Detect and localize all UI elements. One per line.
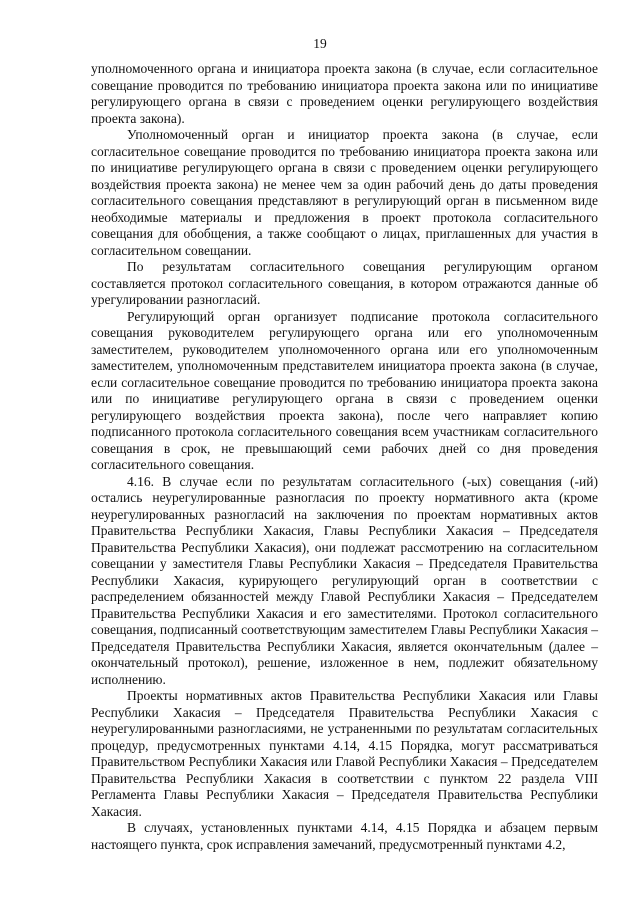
paragraph-continuation: уполномоченного органа и инициатора проекта закона (в случае, если согласительное совещание проводится по требованию инициатора проекта закона или по инициативе регулирующего органа в связи с проведением оценки регулирующего воздействия проекта закона). bbox=[91, 61, 598, 126]
paragraph-protocol-drafting: По результатам согласительного совещания регулирующим органом составляется протокол согласительного совещания, в котором отражаются данные об урегулировании разногласий. bbox=[91, 259, 598, 307]
paragraph-clause-4-16: 4.16. В случае если по результатам согласительного (-ых) совещания (-ий) остались неурегулированные разногласия по проекту нормативного акта (кроме неурегулированных разногласий на заключения по проектам нормативных актов Правительства Республики Хакасия, Главы Республики Хакасия – Председателя Правительства Республики Хакасия), они подлежат рассмотрению на согласительном совещании у заместителя Главы Республики Хакасия – Председателя Правительства Республики Хакасия, курирующего регулирующий орган в соответствии с распределением обязанностей между Главой Республики Хакасия – Председателем Правительства Республики Хакасия и его заместителями. Протокол согласительного совещания, подписанный соответствующим заместителем Главы Республики Хакасия – Председателя Правительства Республики Хакасия, является окончательным (далее – окончательный протокол), решение, изложенное в нем, подлежит обязательному исполнению. bbox=[91, 473, 598, 687]
document-body bbox=[91, 61, 598, 853]
paragraph-protocol-signing: Регулирующий орган организует подписание протокола согласительного совещания руководителем регулирующего органа или его уполномоченным заместителем, руководителем уполномоченного органа или его уполномоченным заместителем, уполномоченным представителем инициатора проекта закона (в случае, если согласительное совещание проводится по требованию инициатора проекта закона или по инициативе регулирующего органа в связи с проведением оценки регулирующего воздействия проекта закона), после чего направляет копию подписанного протокола согласительного совещания всем участникам согласительного совещания в срок, не превышающий семи рабочих дней со дня проведения согласительного совещания. bbox=[91, 308, 598, 472]
paragraph-deadlines: В случаях, установленных пунктами 4.14, 4.15 Порядка и абзацем первым настоящего пункта, срок исправления замечаний, предусмотренный пунктами 4.2, bbox=[91, 820, 598, 852]
paragraph-materials-submission: Уполномоченный орган и инициатор проекта закона (в случае, если согласительное совещание проводится по требованию инициатора проекта закона или по инициативе регулирующего органа в связи с проведением оценки регулирующего воздействия проекта закона) не менее чем за один рабочий день до даты проведения согласительного совещания представляют в регулирующий орган в письменном виде необходимые материалы и предложения в проект протокола согласительного совещания для обобщения, а также сообщают о лицах, приглашенных для участия в согласительном совещании. bbox=[91, 127, 598, 258]
paragraph-draft-acts: Проекты нормативных актов Правительства Республики Хакасия или Главы Республики Хакасия – Председателя Правительства Республики Хакасия с неурегулированными разногласиями, не устраненными по результатам согласительных процедур, предусмотренных пунктами 4.14, 4.15 Порядка, могут рассматриваться Правительством Республики Хакасия или Главой Республики Хакасия – Председателем Правительства Республики Хакасия в соответствии с пунктом 22 раздела VIII Регламента Главы Республики Хакасия – Председателя Правительства Республики Хакасия. bbox=[91, 688, 598, 819]
page-number: 19 bbox=[313, 36, 327, 51]
